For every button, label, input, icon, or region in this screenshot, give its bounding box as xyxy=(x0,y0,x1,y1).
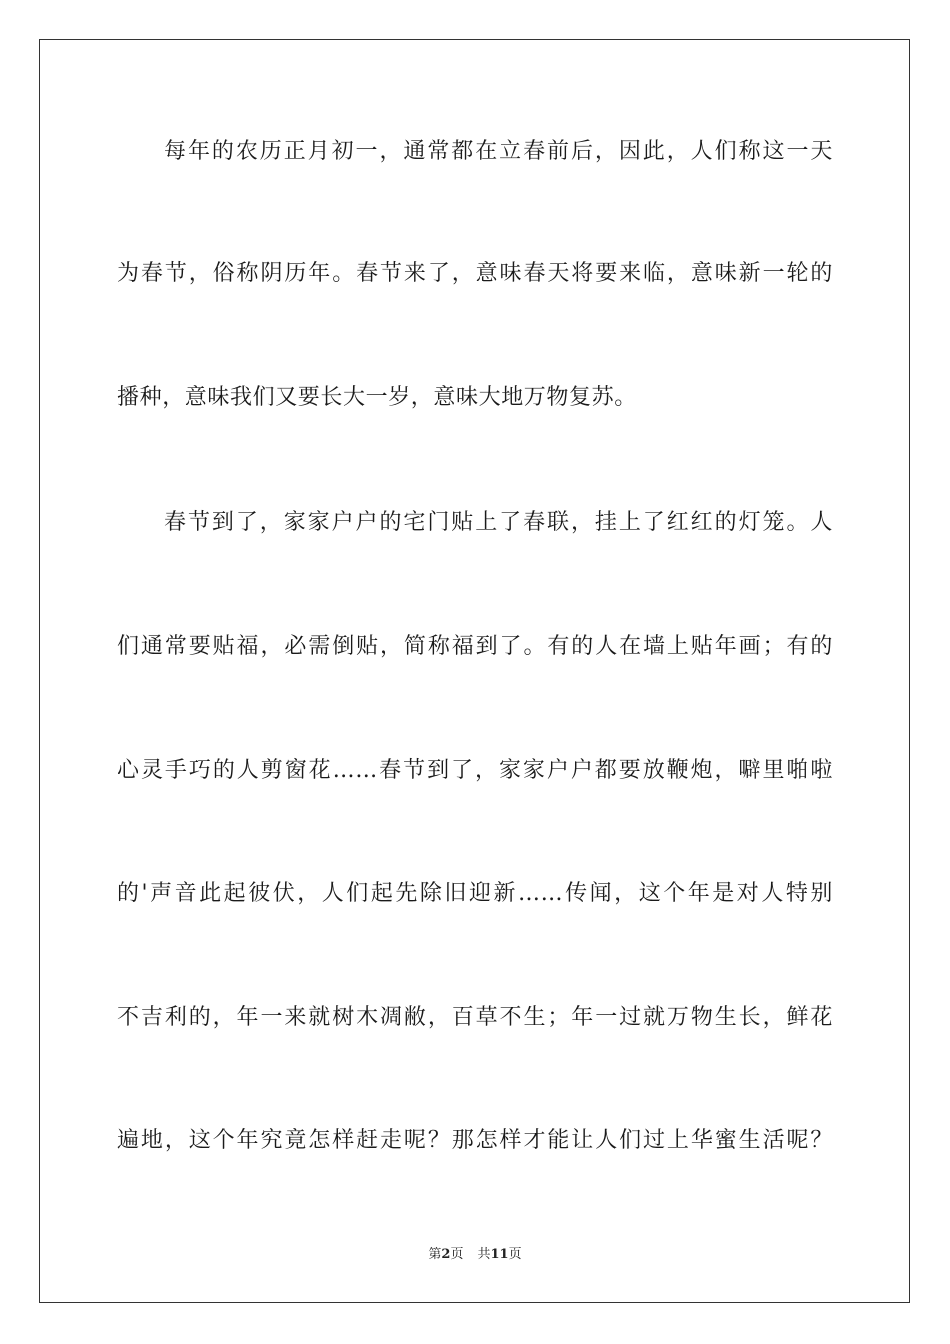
text-line: 心灵手巧的人剪窗花……春节到了，家家户户都要放鞭炮，噼里啪啦 xyxy=(117,758,833,783)
text-line: 春节到了，家家户户的宅门贴上了春联，挂上了红红的灯笼。人 xyxy=(164,510,833,535)
page-indicator xyxy=(428,1247,463,1262)
page-prefix: 第 xyxy=(428,1247,442,1262)
page-footer xyxy=(0,1246,950,1264)
page-number: 2 xyxy=(441,1247,451,1262)
text-line: 播种，意味我们又要长大一岁，意味大地万物复苏。 xyxy=(117,385,637,410)
total-indicator xyxy=(477,1247,521,1262)
text-line: 为春节，俗称阴历年。春节来了，意味春天将要来临，意味新一轮的 xyxy=(117,261,833,286)
page-suffix: 页 xyxy=(450,1247,464,1262)
total-pages: 11 xyxy=(490,1247,509,1262)
text-line: 不吉利的，年一来就树木凋敝，百草不生；年一过就万物生长，鲜花 xyxy=(117,1005,833,1030)
total-suffix: 页 xyxy=(508,1247,522,1262)
text-line: 们通常要贴福，必需倒贴，简称福到了。有的人在墙上贴年画；有的 xyxy=(117,634,833,659)
text-line: 每年的农历正月初一，通常都在立春前后，因此，人们称这一天 xyxy=(164,139,833,164)
page-border xyxy=(39,39,910,1303)
text-line: 的'声音此起彼伏，人们起先除旧迎新……传闻，这个年是对人特别 xyxy=(117,881,833,906)
text-line: 遍地，这个年究竟怎样赶走呢？那怎样才能让人们过上华蜜生活呢？ xyxy=(117,1128,833,1153)
total-prefix: 共 xyxy=(477,1247,491,1262)
